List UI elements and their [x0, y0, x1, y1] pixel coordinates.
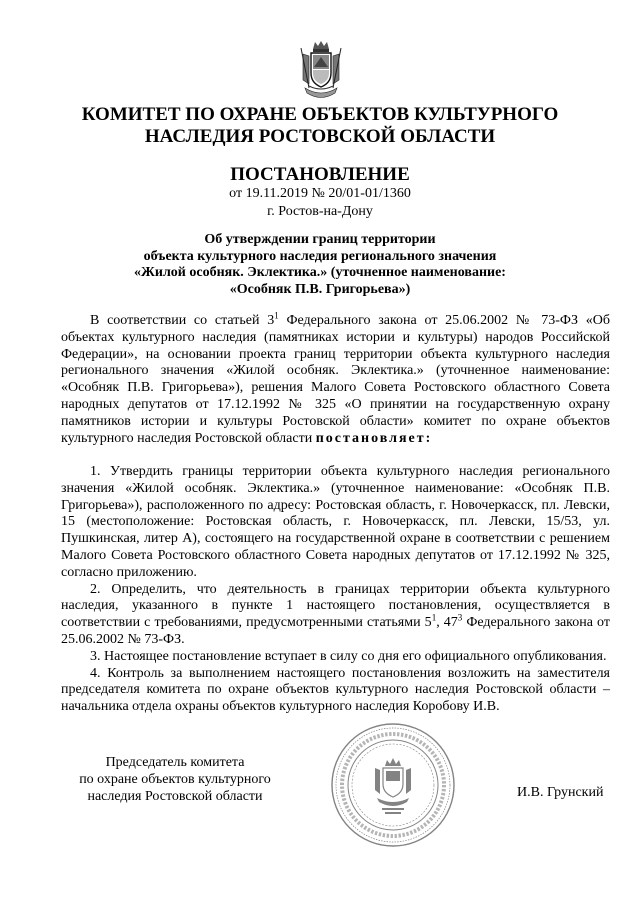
preamble-text-rest: Федерального закона от 25.06.2002 № 73-ФЗ «Об объектах культурного наследия (памятниках истории и культуры) народов Российской Федерации», на основании проекта границ территории объекта культурного наследия регионального значения «Жилой особняк. Эклектика.» (уточненное наименование: «Особняк П.В. Григорьева»), решения Малого Совета Ростовского областного Совета народных депутатов от 17.12.1992 № 325 «О принятии на государственную охрану памятников истории и культуры Ростовской области» комитет по охране объектов культурного наследия Ростовской области — [61, 313, 610, 446]
org-line-2: НАСЛЕДИЯ РОСТОВСКОЙ ОБЛАСТИ — [144, 126, 496, 147]
item-2-sup-1: 1 — [431, 612, 437, 623]
subject-line-3: «Жилой особняк. Эклектика.» (уточненное наименование: — [134, 265, 506, 280]
preamble-sup: 1 — [274, 310, 279, 321]
signer-name: И.В. Грунский — [517, 785, 604, 800]
item-1: 1. Утвердить границы территории объекта культурного наследия регионального значения «Жилой особняк. Эклектика.» (уточненное наименование: «Особняк П.В. Григорьева»), расположенного по адресу: Ростовская область, г. Новочеркасск, пл. Левски, 15 (местоположение: Ростовская область, г. Новочеркасск, пл. Левски, 15/53, ул. Пушкинская, литер А), состоящего на государственной охране в соответствии с решением Малого Совета Ростовского областного Совета народных депутатов от 17.12.1992 № 325, согласно приложению. — [61, 464, 610, 580]
signer-position-line-2: по охране объектов культурного — [79, 772, 271, 787]
organization-name — [0, 104, 640, 148]
seal-icon — [330, 722, 456, 848]
document-type: ПОСТАНОВЛЕНИЕ — [230, 164, 410, 185]
decree-items — [61, 464, 610, 716]
date-number: от 19.11.2019 № 20/01-01/1360 — [229, 186, 411, 201]
document-meta — [0, 185, 640, 221]
preamble-text-start: В соответствии со статьей 3 — [90, 313, 275, 328]
item-2-text-2: , 47 — [436, 615, 458, 631]
item-2-sup-2: 3 — [457, 612, 463, 623]
signer-position-line-3: наследия Ростовской области — [87, 789, 263, 804]
item-4: 4. Контроль за выполнением настоящего постановления возложить на заместителя председателя комитета по охране объектов культурного наследия Ростовской области – начальника отдела охраны объектов культурного наследия Коробову И.В. — [61, 665, 610, 715]
subject-line-4: «Особняк П.В. Григорьева») — [229, 281, 411, 297]
document-subject — [0, 232, 640, 298]
item-2 — [61, 582, 610, 649]
coat-of-arms-icon — [297, 40, 345, 102]
subject-line-1: Об утверждении границ территории — [204, 232, 436, 247]
item-2-text-1: 2. Определить, что деятельность в границах территории объекта культурного наследия, указанного в пункте 1 настоящего постановления, осуществляется в соответствии с требованиями, предусмотренными статьями 5 — [61, 581, 610, 631]
signer-position — [65, 754, 285, 805]
item-2-text-3: Федерального закона от 25.06.2002 № 73-ФЗ. — [61, 615, 610, 647]
subject-line-2: объекта культурного наследия регионального значения — [143, 248, 497, 264]
org-line-1: КОМИТЕТ ПО ОХРАНЕ ОБЪЕКТОВ КУЛЬТУРНОГО — [81, 104, 559, 125]
signer-position-line-1: Председатель комитета — [105, 755, 245, 770]
decree-word: постановляет: — [315, 430, 433, 446]
item-3: 3. Настоящее постановление вступает в силу со дня его официального опубликования. — [90, 648, 607, 664]
preamble — [61, 310, 610, 447]
preamble-paragraph — [61, 310, 610, 447]
city: г. Ростов-на-Дону — [267, 204, 373, 219]
